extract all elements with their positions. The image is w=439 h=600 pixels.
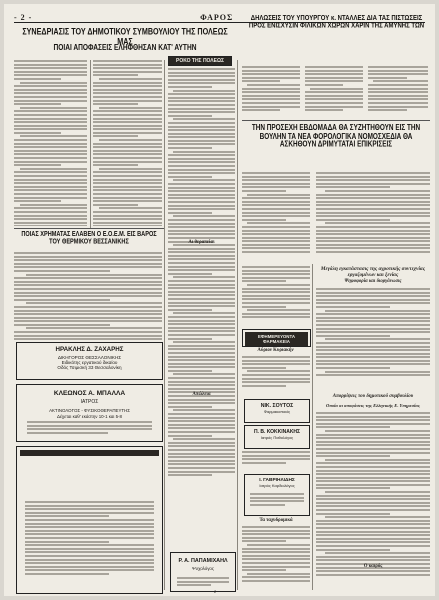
feature-headline: Μεγάλη εγκατάστασις της αγροτικής συντεχνίας εργαζομένων και ξενίας — [320, 266, 426, 278]
article-minister-col1 — [242, 66, 300, 118]
page-number: - 2 - — [14, 13, 33, 22]
article-feature — [316, 288, 430, 388]
ad-psychologist-name: Ρ. Α. ΠΑΠΑΜΙΧΑΗΛ — [178, 558, 228, 564]
ad-lawyer — [16, 342, 163, 380]
ad-pathologist — [244, 425, 310, 449]
ad-doctor-name: ΚΛΕΩΝΟΣ Α. ΜΠΑΛΛΑ — [53, 390, 126, 397]
ad-cardiologist-line1: Ιατρός Καρδιολόγος — [259, 483, 295, 488]
article-city-news — [168, 68, 235, 548]
ad-cardiologist — [244, 474, 310, 516]
ad-pharmacist — [244, 399, 310, 423]
article-thermal — [14, 252, 162, 340]
feature-subheadline: Ψηφοφορία και διοργάνωσις — [344, 279, 402, 284]
ad-doctor — [16, 384, 163, 442]
newspaper-name: ΦΑΡΟΣ — [200, 13, 234, 22]
page-mark: 2 — [214, 589, 216, 594]
city-section-label: ΡΟΚΟ ΤΗΣ ΠΟΛΕΩΣ — [168, 56, 232, 66]
right-top-headline: ΔΗΛΩΣΕΙΣ ΤΟΥ ΥΠΟΥΡΓΟΥ κ. ΝΤΑΛΛΕΣ ΔΙΑ ΤΑΣ ΠΙΣΤΩΣΕΙΣ ΠΡΟΣ ΕΝΙΣΧΥΣΙΝ ΦΙΛΙΚΩΝ ΧΩΡΩΝ ΧΑΡΙΝ ΤΗΣ ΑΜΥΝΗΣ ΤΩΝ — [248, 15, 425, 31]
ad-cardiologist-name: Ι. ΓΑΒΡΙΗΛΙΔΗΣ — [259, 478, 295, 483]
ad-lawyer-name: ΗΡΑΚΛΗΣ Δ. ΖΑΧΑΡΗΣ — [55, 346, 124, 353]
ad-lawyer-line2: Ειδικότης εργατικού δικαίου — [61, 360, 118, 365]
ad-lawyer-line3: Οδός Τσιμισκή 33 Θεσσαλονίκη — [57, 365, 122, 370]
label-weather: Ο καιρός — [363, 564, 383, 569]
article-theater — [242, 526, 310, 590]
tax-bill-headline: ΤΗΝ ΠΡΟΣΕΧΗ ΕΒΔΟΜΑΔΑ ΘΑ ΣΥΖΗΤΗΘΟΥΝ ΕΙΣ ΤΗΝ ΒΟΥΛΗΝ ΤΑ ΝΕΑ ΦΟΡΟΛΟΓΙΚΑ ΝΟΜΟΣΧΕΔΙΑ ΘΑ ΑΣΚΗΘΟΥΝ ΔΡΙΜΥΤΑΤΑΙ ΕΠΙΚΡΙΣΕΙΣ — [251, 123, 421, 150]
article-tax-col2 — [316, 172, 430, 262]
ad-pharmacy-name: ΕΦΗΜΕΡΕΥΟΝΤΑ ΦΑΡΜΑΚΕΙΑ — [245, 332, 308, 346]
ad-pharmacy — [242, 329, 311, 347]
ad-surgeon-name — [20, 450, 159, 456]
ad-lawyer-line1: ΔΙΚΗΓΟΡΟΣ ΘΕΣΣΑΛΟΝΙΚΗΣ — [57, 355, 122, 360]
newspaper-page — [4, 4, 435, 596]
article-notices — [242, 266, 310, 326]
ad-pharmacist-name: ΝΙΚ. ΣΟΥΤΟΣ — [260, 403, 294, 409]
ad-doctor-line3: Δέχεται καθ' εκάστην 10-1 και 5-8 — [57, 414, 122, 419]
ad-surgeon — [16, 446, 163, 594]
ad-pharmacist-line1: Φαρμακοποιός — [263, 409, 291, 414]
article-misc — [242, 451, 310, 471]
ad-doctor-line2: ΑΚΤΙΝΟΛΟΓΟΣ - ΦΥΣΙΚΟΘΕΡΑΠΕΥΤΗΣ — [49, 408, 130, 413]
label-lost: Απώλεια — [192, 392, 211, 397]
ad-psychologist — [170, 552, 236, 592]
ad-pathologist-line1: Ιατρός Παθολόγος — [260, 435, 294, 440]
feature2-subheadline: Οποία αι αποφάσεις της Ελληνικής Ε. Υπηρεσίας — [326, 403, 420, 408]
main-headline: ΣΥΝΕΔΡΙΑΣΙΣ ΤΟΥ ΔΗΜΟΤΙΚΟΥ ΣΥΜΒΟΥΛΙΟΥ ΤΗΣ ΠΟΛΕΩΣ ΜΑΣ — [22, 25, 228, 47]
article-council-col1 — [14, 60, 87, 226]
main-headline-sub: ΠΟΙΑΙ ΑΠΟΦΑΣΕΙΣ ΕΛΗΦΘΗΣΑΝ ΚΑΤ' ΑΥΤΗΝ — [53, 43, 197, 53]
ad-psychologist-line1: Ψυχολόγος — [192, 566, 214, 571]
feature2-headline: Απορρίψεις του δημοτικού συμβουλίου — [332, 394, 414, 399]
ad-pharmacy-line1: Αύριον Κυριακήν — [257, 348, 294, 353]
article-council-col2 — [93, 60, 162, 226]
label-theater: Τα ταχυδρομικά — [259, 518, 293, 523]
ad-doctor-line1: ΙΑΤΡΟΣ — [80, 399, 99, 405]
article-tax-col1 — [242, 172, 310, 262]
ad-pathologist-name: Π. Β. ΚΟΚΚΙΝΑΚΗΣ — [253, 429, 301, 435]
article-minister-col2 — [305, 66, 363, 118]
left-second-headline: ΠΟΙΑΣ ΧΡΗΜΑΤΑΣ ΕΛΑΒΕΝ Ο Ε.Ο.Ε.Μ. ΕΙΣ ΒΑΡΟΣ ΤΟΥ ΘΕΡΜΙΚΟΥ ΒΕΣΣΑΝΙΚΗΣ — [21, 230, 157, 246]
pharmacy-list — [242, 356, 310, 396]
label-deaths: Αι θεραπείαι — [188, 240, 215, 245]
article-minister-col3 — [368, 66, 428, 118]
